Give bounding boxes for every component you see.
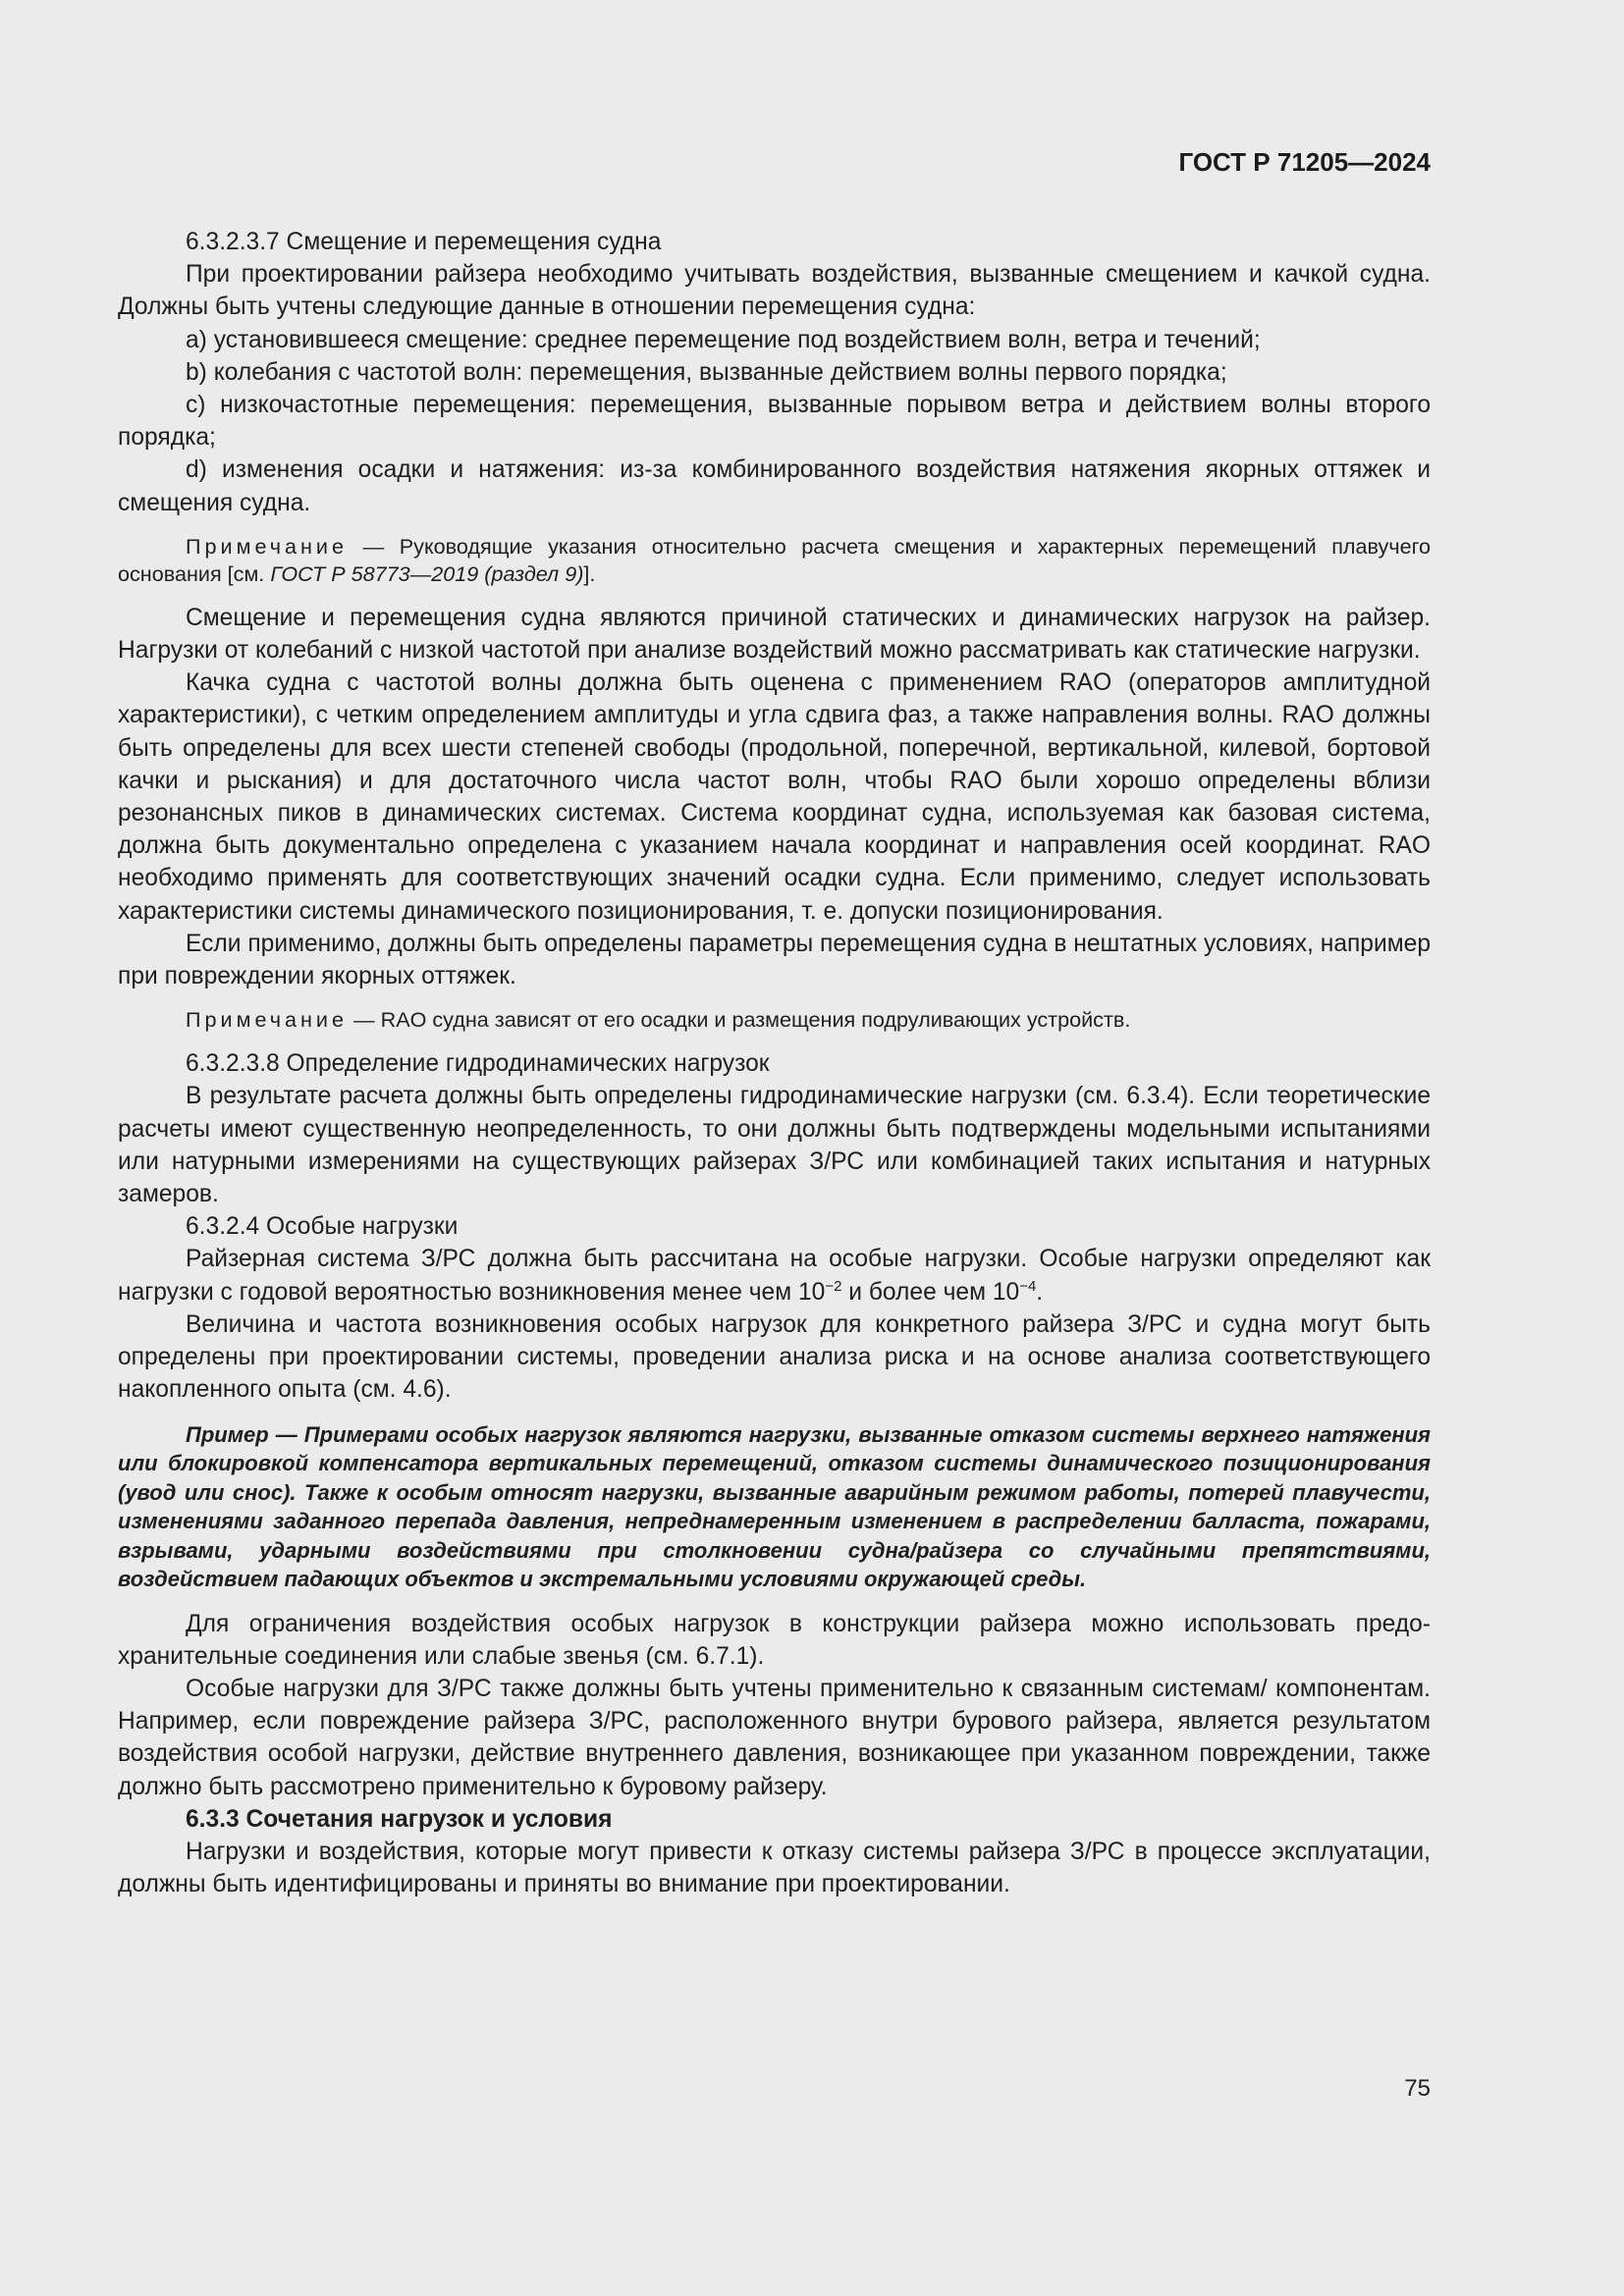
text: и более чем 10 xyxy=(841,1278,1020,1306)
paragraph: При проектировании райзера необходимо учитывать воздействия, вызванные смещением и качкой судна. Должны быть учтены следующие данные в отношении перемещения судна: xyxy=(118,261,1431,321)
document-code: ГОСТ Р 71205—2024 xyxy=(1178,147,1431,177)
list-item-b: b) колебания с частотой волн: перемещения, вызванные действием волны первого порядка; xyxy=(186,358,1227,386)
note-reference: ГОСТ Р 58773—2019 (раздел 9) xyxy=(270,561,584,586)
note-text: Руководящие указания относительно расчета смещения и характерных перемещений плавучего основания [см. xyxy=(118,533,1431,586)
section-title-6-3-2-3-7: 6.3.2.3.7 Смещение и перемещения судна xyxy=(186,229,662,255)
note-1 xyxy=(118,533,1431,588)
list-item-a: a) установившееся смещение: среднее перемещение под воздействием волн, ветра и течений; xyxy=(186,326,1261,353)
paragraph: Смещение и перемещения судна являются причиной статических и динамических нагрузок на райзер. Нагрузки от колебаний с низкой частотой при анализе воздействий можно рассматривать как статические нагрузки. xyxy=(118,604,1431,665)
paragraph: Если применимо, должны быть определены параметры перемещения судна в нештатных условиях, например при повреждении якорных оттяжек. xyxy=(118,930,1431,990)
note-text: RAO судна зависят от его осадки и размещения подруливающих устройств. xyxy=(380,1007,1131,1033)
exponent: −2 xyxy=(825,1277,842,1295)
list-item-d: d) изменения осадки и натяжения: из-за комбинированного воздействия натяжения якорных оттяжек и смещения судна. xyxy=(118,456,1431,516)
note-label: Примечание xyxy=(186,1007,348,1033)
section-title-6-3-3: 6.3.3 Сочетания нагрузок и условия xyxy=(186,1805,613,1833)
text: . xyxy=(1036,1278,1044,1306)
note-2 xyxy=(118,1006,1431,1034)
paragraph: Особые нагрузки для З/РС также должны быть учтены применительно к связанным системам/ компонентам. Например, если повреждение райзера З/РС, расположенного внутри бурового райзера, является результатом воздействия особой нагрузки, действие внутреннего давления, возникающее при указанном повреждении, также должно быть рассмотрено применительно к буровому райзеру. xyxy=(118,1675,1431,1800)
list-item-c: c) низкочастотные перемещения: перемещения, вызванные порывом ветра и действием волны второго порядка; xyxy=(118,392,1431,452)
paragraph: Для ограничения воздействия особых нагрузок в конструкции райзера можно использовать предохранительные соединения или слабые звенья (см. 6.7.1). xyxy=(118,1610,1431,1670)
section-title-6-3-2-4: 6.3.2.4 Особые нагрузки xyxy=(186,1213,459,1241)
section-title-6-3-2-3-8: 6.3.2.3.8 Определение гидродинамических нагрузок xyxy=(186,1050,770,1078)
exponent: −4 xyxy=(1019,1277,1037,1295)
paragraph: Нагрузки и воздействия, которые могут привести к отказу системы райзера З/РС в процессе эксплуатации, должны быть идентифицированы и приняты во внимание при проектировании. xyxy=(118,1838,1431,1898)
text: Райзерная система З/РС должна быть рассчитана на особые нагрузки. Особые нагрузки определяют как нагрузки с годовой вероятностью возникновения менее чем 10 xyxy=(118,1246,1431,1306)
paragraph-with-exponents xyxy=(118,1243,1431,1308)
document-body xyxy=(118,226,1431,1900)
page-number: 75 xyxy=(1404,2075,1431,2102)
note-label: Примечание xyxy=(186,533,348,559)
note-dash: — xyxy=(348,533,400,559)
paragraph: Качка судна с частотой волны должна быть оценена с применением RAO (операторов амплитудной характеристики), с четким определением амплитуды и угла сдвига фаз, а также направления волны. RAO должны быть определены для всех шести степеней свободы (продольной, поперечной, вертикальной, килевой, бортовой качки и рыскания) и для достаточного числа частот волн, чтобы RAO были хорошо определены вблизи резонансных пиков в динамических системах. Система координат судна, используемая как базовая система, должна быть документально определена с указанием начала координат и направления осей координат. RAO необходимо применять для соответствующих значений осадки судна. Если применимо, следует использовать характеристики системы динамического позиционирования, т. е. допуски позиционирования. xyxy=(118,669,1431,925)
paragraph: Величина и частота возникновения особых нагрузок для конкретного райзера З/РС и судна могут быть определены при проектировании системы, проведении анализа риска и на основе анализа соответствующего накопленного опыта (см. 4.6). xyxy=(118,1310,1431,1404)
paragraph: В результате расчета должны быть определены гидродинамические нагрузки (см. 6.3.4). Если теоретические расчеты имеют существенную неопределенность, то они должны быть подтверждены модельными испытаниями или натурными измерениями на существующих райзерах З/РС или комбинацией таких испытания и натурных замеров. xyxy=(118,1083,1431,1208)
note-dash: — xyxy=(348,1007,381,1033)
example-block: Пример — Примерами особых нагрузок являются нагрузки, вызванные отказом системы верхнего натяжения или блокировкой компенсатора вертикальных перемещений, отказом системы динамического позиционирования (увод или снос). Также к особым относят нагрузки, вызванные аварийным режимом работы, потерей плавучести, изменениями заданного перепада давления, непреднамеренным изменением в распределении балласта, пожарами, взрывами, ударными воздействиями при столкновении судна/райзера со случайными препятствиями, воздействием падающих объектов и экстремальными условиями окружающей среды. xyxy=(118,1421,1431,1591)
note-end: ]. xyxy=(583,561,596,586)
